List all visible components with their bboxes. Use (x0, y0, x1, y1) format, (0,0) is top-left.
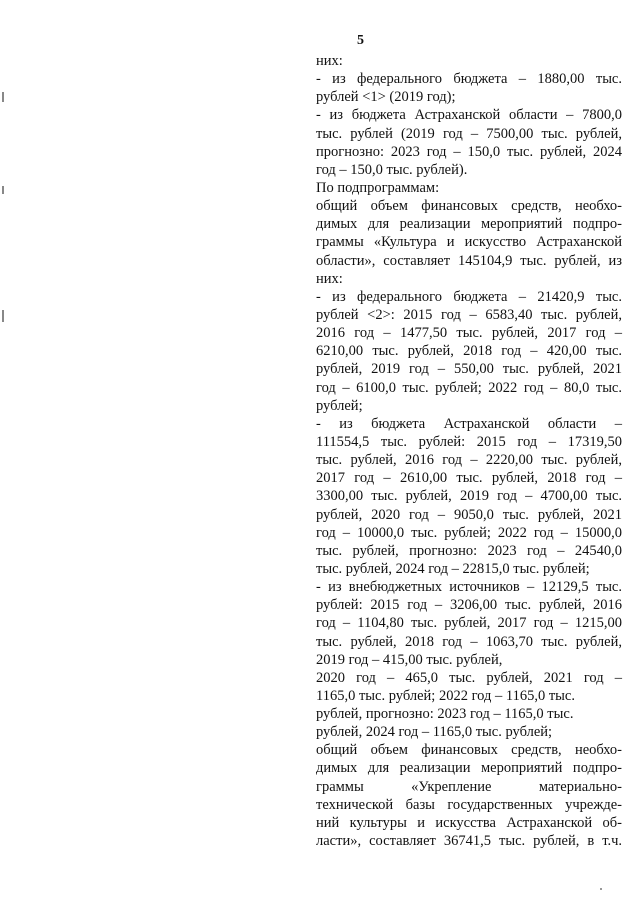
text-line: год – 6100,0 тыс. рублей; 2022 год – 80,0 тыс. (316, 379, 622, 396)
text-line: тыс. рублей, 2024 год – 22815,0 тыс. рублей; (316, 560, 590, 577)
scan-edge-mark (2, 186, 4, 194)
text-line: ласти», составляет 36741,5 тыс. рублей, в т.ч. (316, 833, 622, 850)
text-line: тыс. рублей (2019 год – 7500,00 тыс. рублей, (316, 125, 622, 142)
text-line: рублей <2>: 2015 год – 6583,40 тыс. рублей, (316, 306, 622, 323)
text-line: общий объем финансовых средств, необхо- (316, 198, 622, 215)
text-line: них: (316, 53, 343, 69)
text-line: По подпрограммам: (316, 179, 440, 196)
text-line: 111554,5 тыс. рублей: 2015 год – 17319,50 (316, 433, 622, 450)
text-line: граммы «Укрепление материально- (316, 778, 622, 795)
text-line: тыс. рублей, прогнозно: 2023 год – 24540,0 (316, 542, 622, 559)
text-line: граммы «Культура и искусство Астраханской (316, 234, 622, 251)
text-line: рублей <1> (2019 год); (316, 89, 456, 106)
text-line: рублей, 2019 год – 550,00 тыс. рублей, 2021 (316, 361, 622, 378)
text-line: 2016 год – 1477,50 тыс. рублей, 2017 год – (316, 325, 622, 342)
text-line: рублей; (316, 397, 363, 414)
text-line: - из федерального бюджета – 21420,9 тыс. (316, 288, 622, 305)
text-line: области», составляет 145104,9 тыс. рублей, из (316, 252, 622, 269)
text-line: тыс. рублей, 2018 год – 1063,70 тыс. рублей, (316, 633, 622, 650)
text-line: год – 10000,0 тыс. рублей; 2022 год – 15000,0 (316, 524, 622, 541)
text-line: - из внебюджетных источников – 12129,5 тыс. (316, 579, 622, 596)
scan-dust-dot (600, 888, 602, 890)
text-line: димых для реализации мероприятий подпро- (316, 760, 622, 777)
text-line: 2019 год – 415,00 тыс. рублей, (316, 651, 503, 668)
text-line: 2017 год – 2610,00 тыс. рублей, 2018 год – (316, 470, 622, 487)
text-line: рублей, прогнозно: 2023 год – 1165,0 тыс. (316, 706, 574, 723)
text-line: 2020 год – 465,0 тыс. рублей, 2021 год – (316, 669, 622, 686)
text-line: год – 1104,80 тыс. рублей, 2017 год – 1215,00 (316, 615, 622, 632)
scan-edge-mark (2, 92, 4, 102)
text-line: димых для реализации мероприятий подпро- (316, 216, 622, 233)
text-line: - из федерального бюджета – 1880,00 тыс. (316, 71, 622, 88)
text-line: год – 150,0 тыс. рублей). (316, 161, 468, 178)
text-line: рублей: 2015 год – 3206,00 тыс. рублей, 2016 (316, 597, 622, 614)
text-line: 1165,0 тыс. рублей; 2022 год – 1165,0 тыс. (316, 687, 575, 704)
text-line: технической базы государственных учрежде- (316, 796, 622, 813)
text-line: рублей, 2024 год – 1165,0 тыс. рублей; (316, 724, 553, 741)
scan-edge-mark (2, 310, 4, 322)
text-line: - из бюджета Астраханской области – 7800,0 (316, 107, 622, 124)
text-line: прогнозно: 2023 год – 150,0 тыс. рублей, 2024 (316, 143, 622, 160)
text-line: рублей, 2020 год – 9050,0 тыс. рублей, 2021 (316, 506, 622, 523)
text-line: них: (316, 270, 343, 287)
text-line: - из бюджета Астраханской области – (316, 415, 622, 432)
text-line: ний культуры и искусства Астраханской об- (316, 814, 622, 831)
text-line: 6210,00 тыс. рублей, 2018 год – 420,00 тыс. (316, 343, 622, 360)
text-line: тыс. рублей, 2016 год – 2220,00 тыс. рублей, (316, 452, 622, 469)
body-text (316, 52, 622, 850)
text-line: 3300,00 тыс. рублей, 2019 год – 4700,00 тыс. (316, 488, 622, 505)
page-number: 5 (357, 33, 364, 48)
text-line: общий объем финансовых средств, необхо- (316, 742, 622, 759)
